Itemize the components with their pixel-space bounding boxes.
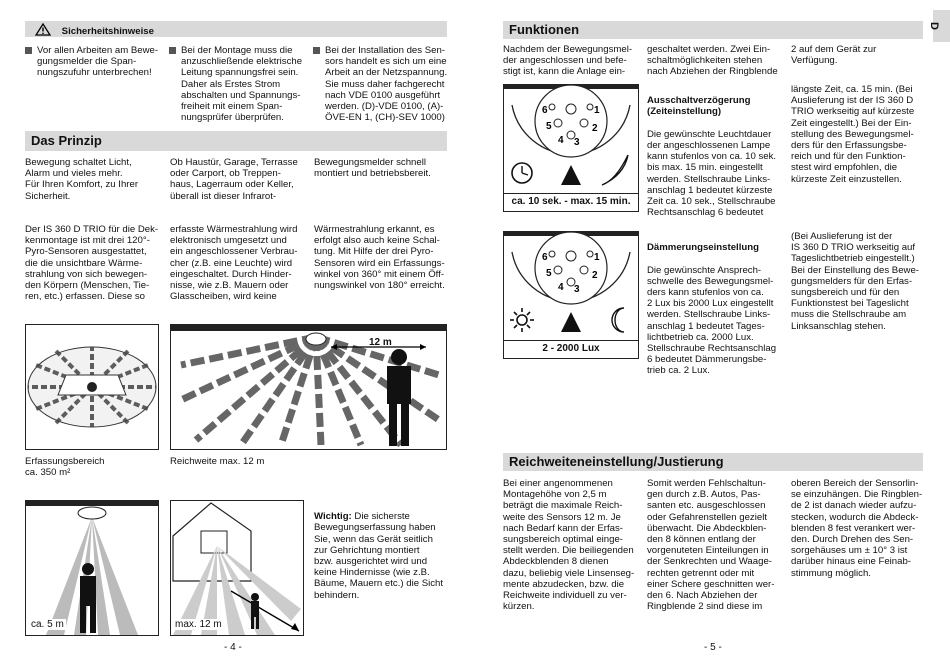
bullet-square-icon xyxy=(169,47,176,54)
time-dial-illustration xyxy=(504,85,638,191)
functions-header xyxy=(503,21,923,39)
range-adjust-header xyxy=(503,453,923,471)
language-tab: D xyxy=(933,10,950,42)
svg-text:3: 3 xyxy=(574,284,580,295)
bullet-square-icon xyxy=(25,47,32,54)
safety-text-1: Vor allen Arbeiten am Bewe- gungsmelder die Span- nungszufuhr unterbrechen! xyxy=(37,45,159,79)
twilight-section xyxy=(647,231,787,388)
range-label: 12 m xyxy=(369,337,392,348)
range-caption: Reichweite max. 12 m xyxy=(170,456,265,467)
functions-text-1: Nachdem der Bewegungsmel- der angeschlossen und befe- stigt ist, kann die Anlage ein- xyxy=(503,44,633,78)
warning-icon xyxy=(35,28,54,39)
svg-text:6: 6 xyxy=(542,252,548,263)
safety-bullet-1 xyxy=(25,45,172,79)
svg-text:2: 2 xyxy=(592,270,598,281)
principle-text-3: Bewegungsmelder schnell montiert und betriebsbereit. xyxy=(314,157,431,180)
functions-title: Funktionen xyxy=(509,22,580,37)
functions-text-2: geschaltet werden. Zwei Ein- schaltmöglichkeiten stehen nach Abziehen der Ringblende xyxy=(647,44,778,78)
house-figure xyxy=(170,500,304,636)
detection-area-illustration xyxy=(26,325,158,449)
ceiling-person-figure xyxy=(25,500,159,636)
ceiling-person-illustration xyxy=(26,501,158,635)
svg-text:5: 5 xyxy=(546,268,552,279)
delay-text: Die gewünschte Leuchtdauer der angeschlossenen Lampe kann stufenlos von ca. 10 sek. bis max. 15 min. eingestellt werden. Stellschraube Links- anschlag 1 bedeutet kürzeste Zeit ca. 10 sek., Stellschraube Rechtsanschlag 6 bedeutet xyxy=(647,128,777,219)
functions-text-3: 2 auf dem Gerät zur Verfügung. xyxy=(791,44,877,67)
delay-section xyxy=(647,84,787,230)
principle-text-1: Bewegung schaltet Licht, Alarm und vieles mehr. Für Ihren Komfort, zu Ihrer Sicherheit. xyxy=(25,157,139,202)
time-dial-label: ca. 10 sek. - max. 15 min. xyxy=(504,193,638,210)
range-adjust-title: Reichweiteneinstellung/Justierung xyxy=(509,454,724,469)
safety-text-3: Bei der Installation des Sen- sors handelt es sich um eine Arbeit an der Netzspannung. Sie muss daher fachgerecht nach VDE 0100 ausgeführt werden. (D)-VDE 0100, (A)- ÖVE-EN 1, (CH)-SEV 1000) xyxy=(325,45,448,124)
svg-text:1: 1 xyxy=(594,105,600,116)
safety-text-2: Bei der Montage muss die anzuschließende elektrische Leitung spannungsfrei sein. Daher als Erstes Strom abschalten und Spannungs- freiheit mit einem Span- nungsprüfer überprüfen. xyxy=(181,45,303,124)
svg-text:4: 4 xyxy=(558,135,564,146)
range-adjust-text-1: Bei einer angenommenen Montagehöhe von 2,5 m beträgt die maximale Reich- weite des Sensors 12 m. Je nach Bedarf kann der Erfas- sungsbereich optimal einge- stellt werden. Die beiliegenden Abdeckblenden 8 dienen dazu, beliebig viele Linsenseg- mente abzudecken, bzw. die Reichweite individuell zu ver- kürzen. xyxy=(503,478,635,613)
svg-text:4: 4 xyxy=(558,282,564,293)
safety-bullet-3 xyxy=(313,45,455,123)
lux-dial-illustration xyxy=(504,232,638,338)
bullet-square-icon xyxy=(313,47,320,54)
distance-5m-label: ca. 5 m xyxy=(31,619,64,630)
svg-text:3: 3 xyxy=(574,137,580,148)
distance-12m-label: max. 12 m xyxy=(175,619,222,630)
important-label: Wichtig: xyxy=(314,511,352,523)
principle-text-6: Wärmestrahlung erkannt, es erfolgt also auch keine Schal- tung. Mit Hilfe der drei Pyro- Sensoren wird ein Erfassungs- winkel von 360° mit einem Öff- nungswinkel von 180° erreicht. xyxy=(314,224,445,292)
svg-text:2: 2 xyxy=(592,123,598,134)
safety-header xyxy=(25,21,447,37)
principle-text-4: Der IS 360 D TRIO für die Dek- kenmontage ist mit drei 120°- Pyro-Sensoren ausgestattet, die die unsichtbare Wärme- strahlung von sich bewegen- den Körpern (Menschen, Tie- ren, etc.) erfassen. Diese so xyxy=(25,224,159,303)
lux-dial-figure xyxy=(503,231,639,359)
safety-bullet-2 xyxy=(169,45,311,123)
range-figure xyxy=(170,324,447,450)
principle-header xyxy=(25,131,447,151)
svg-text:1: 1 xyxy=(594,252,600,263)
page-number-left: - 4 - xyxy=(224,642,242,653)
principle-text-2: Ob Haustür, Garage, Terrasse oder Carport, ob Treppen- haus, Lagerraum oder Keller, überall ist dieser Infrarot- xyxy=(170,157,298,202)
range-illustration xyxy=(171,325,446,449)
svg-text:5: 5 xyxy=(546,121,552,132)
twilight-title: Dämmerungseinstellung xyxy=(647,242,759,254)
range-adjust-text-3: oberen Bereich der Sensorlin- se einzuhängen. Die Ringblen- de 2 ist danach wieder aufzu- stecken, wodurch die Abdeck- blenden 8 fest verankert wer- den. Durch Drehen des Sen- sorgehäuses um ± 10° 3 ist darüber hinaus eine Feinab- stimmung möglich. xyxy=(791,478,923,579)
range-adjust-text-2: Somit werden Fehlschaltun- gen durch z.B. Autos, Pas- santen etc. ausgeschlossen oder Gefahrenstellen gezielt überwacht. Die Abdeckblen- den 8 können entlang der vorgenuteten Einteilungen in der Senkrechten und Waage- rechten getrennt oder mit einer Schere geschnitten wer- den 6. Nach Abziehen der Ringblende 2 sind diese im xyxy=(647,478,775,613)
time-dial-figure xyxy=(503,84,639,212)
house-illustration xyxy=(171,501,303,635)
delay-title: Ausschaltverzögerung (Zeiteinstellung) xyxy=(647,95,751,118)
area-caption: Erfassungsbereich ca. 350 m² xyxy=(25,456,105,478)
principle-text-5: erfasste Wärmestrahlung wird elektronisch umgesetzt und ein angeschlossener Verbrau- cher (z.B. eine Leuchte) wird eingeschaltet. Durch Hinder- nisse, wie z.B. Mauern oder Glasscheiben, wird keine xyxy=(170,224,298,303)
safety-title: Sicherheitshinweise xyxy=(61,26,154,37)
detection-area-figure xyxy=(25,324,159,450)
lux-dial-label: 2 - 2000 Lux xyxy=(504,340,638,357)
important-text: Die sicherste Bewegungserfassung haben Sie, wenn das Gerät seitlich zur Gehrichtung montiert bzw. ausgerichtet wird und keine Hindernisse (wie z.B. Bäume, Mauern etc.) die Sicht behindern. xyxy=(314,511,444,601)
twilight-text: Die gewünschte Ansprech- schwelle des Bewegungsmel- ders kann stufenlos von ca. 2 Lux bis 2000 Lux eingestellt werden. Stellschraube Links- anschlag 1 bedeutet Tages- lichtbetrieb ca. 2000 Lux. Stellschraube Rechtsanschlag 6 bedeutet Dämmerungsbe- trieb ca. 2 Lux. xyxy=(647,264,777,377)
delay-text-continued: längste Zeit, ca. 15 min. (Bei Auslieferung ist der IS 360 D TRIO werkseitig auf kürzeste Zeit eingestellt.) Bei der Ein- stellung des Bewegungsmel- ders für den Erfassungsbe- reich und für den Funktion- stest wird empfohlen, die kürzeste Zeit einzustellen. xyxy=(791,84,915,185)
twilight-text-continued: (Bei Auslieferung ist der IS 360 D TRIO werkseitig auf Tageslichtbetrieb eingestellt.) Bei der Einstellung des Bewe- gungsmelders für den Erfas- sungsbereich und für den Funktionstest bei Tageslicht muss die Stellschraube am Linksanschlag stehen. xyxy=(791,231,919,332)
important-note xyxy=(314,500,454,601)
page-number-right: - 5 - xyxy=(704,642,722,653)
svg-text:6: 6 xyxy=(542,105,548,116)
principle-title: Das Prinzip xyxy=(31,133,102,148)
